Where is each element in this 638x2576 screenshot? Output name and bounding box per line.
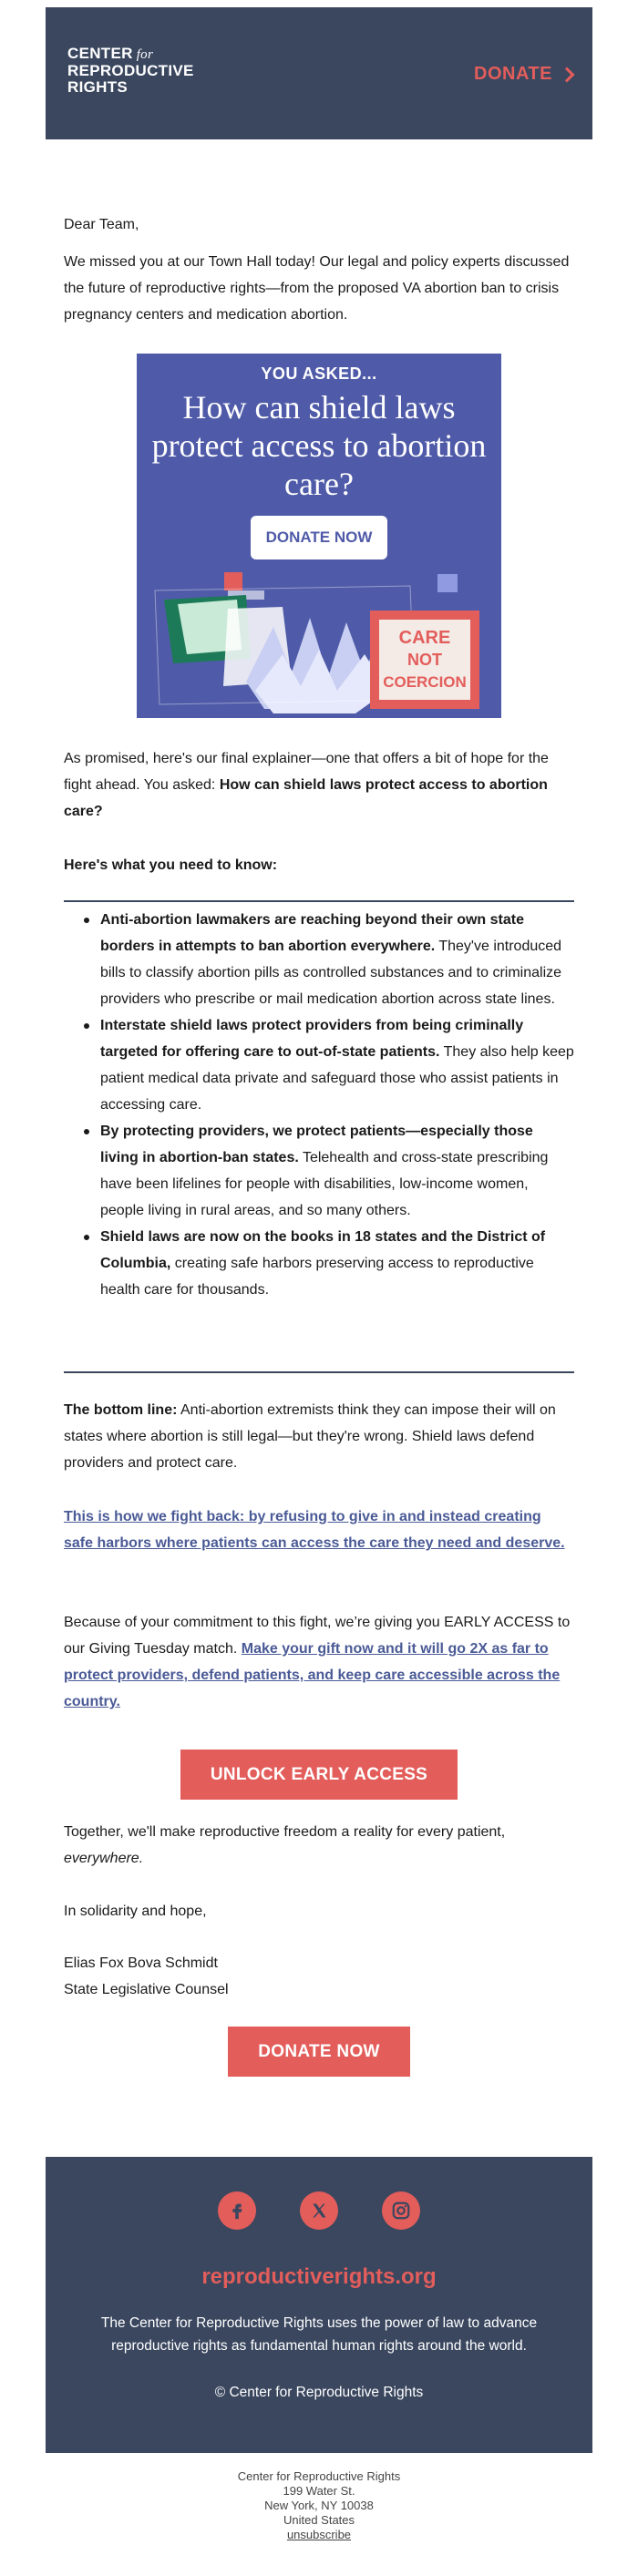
signer-title: State Legislative Counsel (64, 1982, 229, 1997)
promise-paragraph (64, 745, 574, 825)
intro-paragraph: We missed you at our Town Hall today! Our legal and policy experts discussed the future of reproductive rights—from the proposed VA abortion ban to crisis pregnancy centers and medication abortion. (64, 254, 570, 323)
bullet-4-bold: Shield laws are now on the books in 18 states and the District of Columbia, (100, 1229, 546, 1271)
sign-line2: NOT (407, 651, 442, 669)
fight-back-paragraph (64, 1504, 574, 1556)
hero-donate-button[interactable]: DONATE NOW (251, 516, 387, 559)
list-item (100, 907, 574, 1012)
signer-name: Elias Fox Bova Schmidt (64, 1955, 218, 1971)
mailing-address (0, 2469, 638, 2542)
chevron-right-icon (560, 67, 575, 82)
mission-statement: The Center for Reproductive Rights uses the power of law to advance reproductive rights as fundamental human rights around the world. (100, 2315, 538, 2354)
match-paragraph (64, 1609, 574, 1715)
logo-line3: RIGHTS (67, 78, 129, 96)
unsubscribe-link[interactable]: unsubscribe (286, 2528, 352, 2541)
unlock-early-access-button[interactable]: UNLOCK EARLY ACCESS (180, 1750, 458, 1800)
bullet-3-bold: By protecting providers, we protect patients—especially those living in abortion-ban states. (100, 1124, 533, 1165)
promise-text: As promised, here's our final explainer—one that offers a bit of hope for the fight ahead. You asked: (64, 751, 549, 793)
crr-logo[interactable] (67, 46, 194, 96)
bullet-2-bold: Interstate shield laws protect providers from being criminally targeted for offering care to out-of-state patients. (100, 1018, 524, 1060)
header-donate-label: DONATE (474, 64, 552, 84)
bullet-4-text: creating safe harbors preserving access to reproductive health care for thousands. (100, 1256, 534, 1298)
fight-back-link[interactable]: This is how we fight back: by refusing to give in and instead creating safe harbors where patients can access the care they need and deserve. (64, 1509, 565, 1551)
divider-top (64, 900, 574, 902)
together-paragraph (64, 1819, 574, 1872)
logo-for: for (136, 47, 154, 62)
instagram-icon[interactable] (382, 2191, 420, 2230)
promise-question: How can shield laws protect access to abortion care? (64, 777, 548, 819)
care-not-coercion-sign (370, 611, 479, 709)
sign-line1: CARE (398, 628, 451, 648)
together-italic: everywhere. (64, 1851, 144, 1866)
divider-bottom (64, 1371, 574, 1373)
bullet-1-text: They've introduced bills to classify abortion pills as controlled substances and to criminalize providers who prescribe or mail medication abortion across state lines. (100, 939, 562, 1007)
together-text: Together, we'll make reproductive freedom a reality for every patient, (64, 1824, 506, 1840)
social-links (46, 2191, 592, 2230)
facebook-icon[interactable] (218, 2191, 256, 2230)
logo-line2: REPRODUCTIVE (67, 62, 194, 79)
address-street: 199 Water St. (283, 2484, 355, 2498)
match-gift-link[interactable]: Make your gift now and it will go 2X as far to protect providers, defend patients, and keep care accessible across the country. (64, 1641, 561, 1709)
site-link[interactable]: reproductiverights.org (201, 2264, 437, 2289)
need-to-know-heading: Here's what you need to know: (64, 857, 278, 873)
x-icon[interactable] (300, 2191, 338, 2230)
list-item (100, 1118, 574, 1224)
bottom-line-label: The bottom line: (64, 1402, 178, 1418)
list-item (100, 1224, 574, 1303)
header-donate-link[interactable] (474, 64, 572, 85)
closing-line: In solidarity and hope, (64, 1904, 207, 1919)
bullet-1-bold: Anti-abortion lawmakers are reaching beyond their own state borders in attempts to ban abortion everywhere. (100, 912, 524, 954)
address-org: Center for Reproductive Rights (237, 2469, 401, 2483)
email-header (46, 7, 592, 139)
address-country: United States (283, 2513, 355, 2527)
donate-now-button[interactable]: DONATE NOW (228, 2027, 410, 2077)
hero-image[interactable] (137, 354, 501, 718)
bullet-3-text: Telehealth and cross-state prescribing have been lifelines for people with disabilities, low-income women, people living in rural areas, and so many others. (100, 1150, 549, 1218)
list-item (100, 1012, 574, 1118)
key-points-list (64, 907, 574, 1303)
hero-headline: How can shield laws protect access to abortion care? (151, 389, 487, 502)
protest-collage (137, 572, 501, 718)
bottom-line-text: Anti-abortion extremists think they can impose their will on states where abortion is still legal—but they're wrong. Shield laws defend providers and protect care. (64, 1402, 556, 1471)
greeting: Dear Team, (64, 217, 139, 232)
address-city: New York, NY 10038 (264, 2499, 374, 2512)
sign-line3: COERCION (383, 673, 467, 691)
email-footer (46, 2157, 592, 2453)
bullet-2-text: They also help keep patient medical data private and safeguard those who assist patients in accessing care. (100, 1044, 574, 1113)
logo-line1: CENTER (67, 45, 133, 62)
bottom-line-paragraph (64, 1397, 574, 1476)
hero-asked: YOU ASKED... (261, 364, 377, 383)
copyright: © Center for Reproductive Rights (214, 2385, 424, 2400)
match-text: Because of your commitment to this fight, we’re giving you EARLY ACCESS to our Giving Tuesday match. (64, 1615, 571, 1657)
